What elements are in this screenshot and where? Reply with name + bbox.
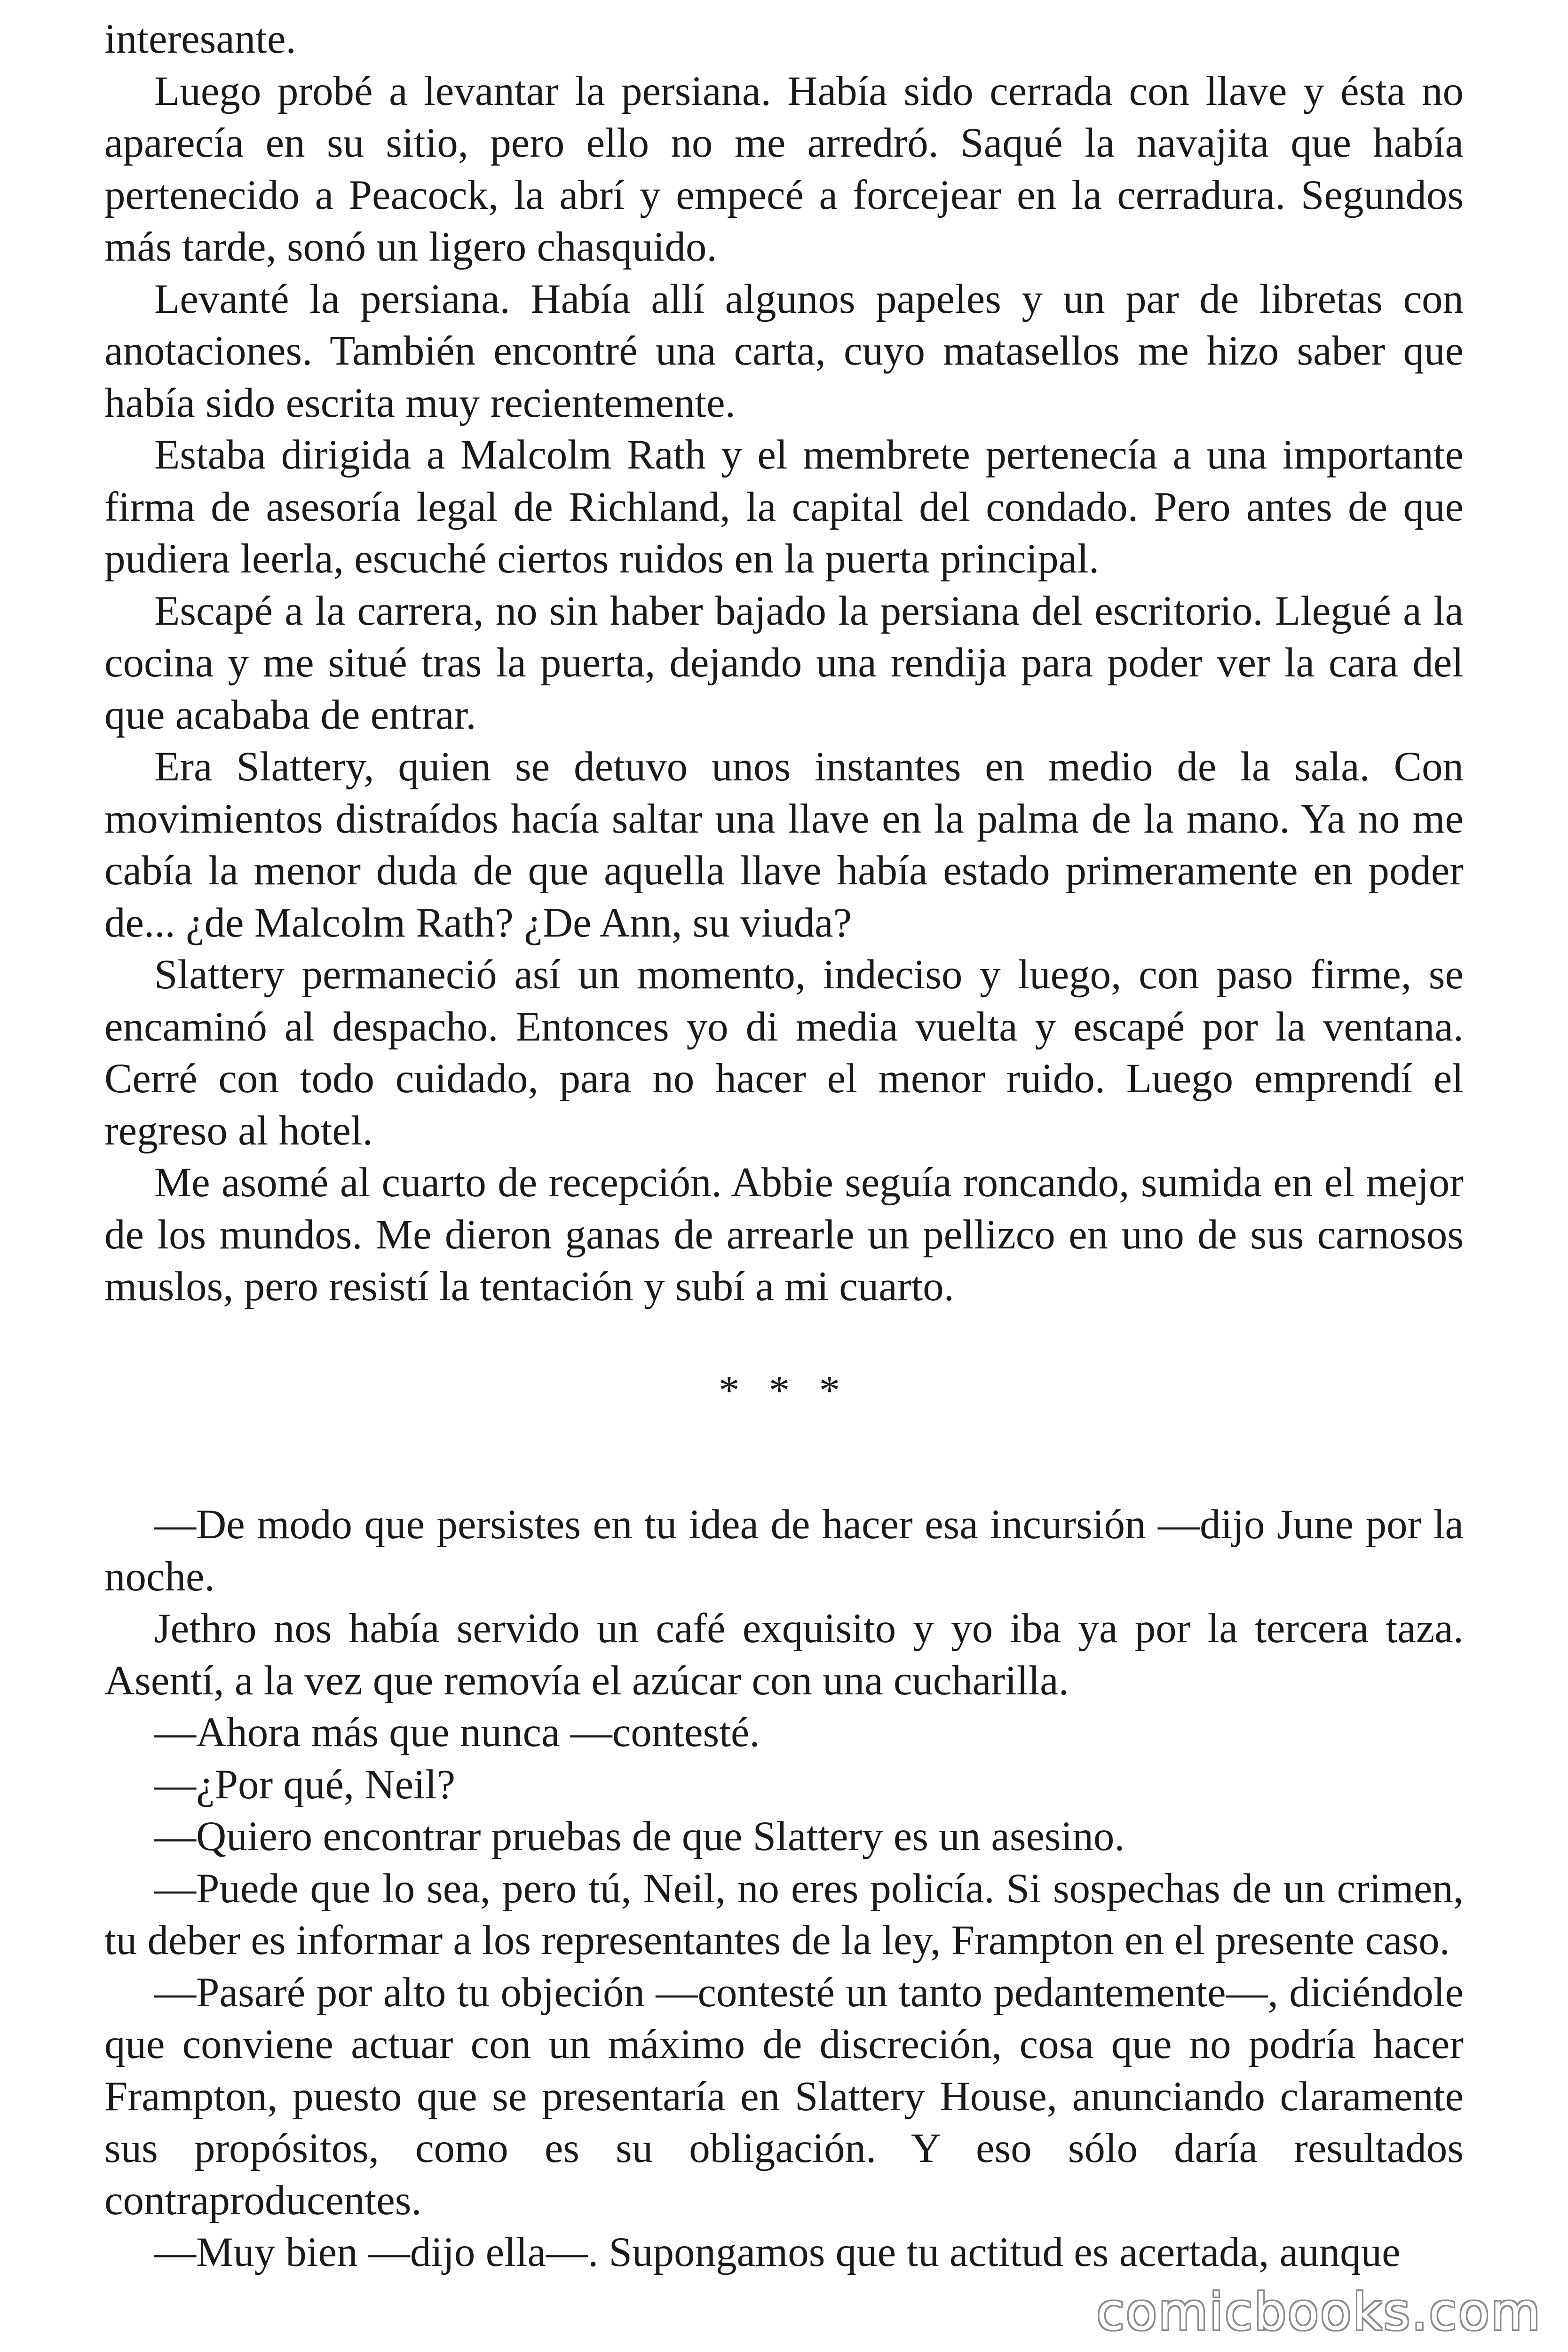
paragraph: Jethro nos había servido un café exquisito y yo iba ya por la tercera taza. Asentí, a la vez que removía el azúcar con una cucharilla. <box>104 1605 1464 1704</box>
paragraph: —Puede que lo sea, pero tú, Neil, no eres policía. Si sospechas de un crimen, tu deber es informar a los representantes de la ley, Frampton en el presente caso. <box>104 1865 1464 1963</box>
paragraph: —¿Por qué, Neil? <box>154 1761 456 1808</box>
paragraph: Escapé a la carrera, no sin haber bajado la persiana del escritorio. Llegué a la cocina y me situé tras la puerta, dejando una rendija para poder ver la cara del que acababa de entrar. <box>104 588 1464 738</box>
watermark-logo: comicbooks.com <box>1096 2283 1542 2342</box>
paragraph: —Ahora más que nunca —contesté. <box>154 1709 760 1756</box>
paragraph: —Pasaré por alto tu objeción —contesté un tanto pedantemente—, diciéndole que conviene actuar con un máximo de discreción, cosa que no podría hacer Frampton, puesto que se presentaría en Slattery House, anunciando claramente sus propósitos, como es su obligación. Y eso sólo daría resultados contraproducentes. <box>104 1969 1464 2224</box>
paragraph: —De modo que persistes en tu idea de hacer esa incursión —dijo June por la noche. <box>104 1502 1464 1600</box>
paragraph: —Quiero encontrar pruebas de que Slattery es un asesino. <box>154 1813 1125 1859</box>
paragraph: Estaba dirigida a Malcolm Rath y el membrete pertenecía a una importante firma de asesoría legal de Richland, la capital del condado. Pero antes de que pudiera leerla, escuché ciertos ruidos en la puerta principal. <box>104 432 1464 582</box>
paragraph: Slattery permaneció así un momento, indeciso y luego, con paso firme, se encaminó al despacho. Entonces yo di media vuelta y escapé por la ventana. Cerré con todo cuidado, para no hacer el menor ruido. Luego emprendí el regreso al hotel. <box>104 952 1464 1154</box>
paragraph: Me asomé al cuarto de recepción. Abbie seguía roncando, sumida en el mejor de los mundos. Me dieron ganas de arrearle un pellizco en uno de sus carnosos muslos, pero resistí la tentación y subí a mi cuarto. <box>104 1160 1464 1310</box>
paragraph: interesante. <box>104 16 296 62</box>
paragraph: Era Slattery, quien se detuvo unos instantes en medio de la sala. Con movimientos distraídos hacía saltar una llave en la palma de la mano. Ya no me cabía la menor duda de que aquella llave había estado primeramente en poder de... ¿de Malcolm Rath? ¿De Ann, su viuda? <box>104 744 1464 946</box>
paragraph: Luego probé a levantar la persiana. Había sido cerrada con llave y ésta no aparecía en su sitio, pero ello no me arredró. Saqué la navajita que había pertenecido a Peacock, la abrí y empecé a forcejear en la cerradura. Segundos más tarde, sonó un ligero chasquido. <box>104 68 1464 270</box>
section-break: * * * <box>719 1367 849 1414</box>
book-page <box>104 13 1464 2279</box>
paragraph: Levanté la persiana. Había allí algunos papeles y un par de libretas con anotaciones. También encontré una carta, cuyo matasellos me hizo saber que había sido escrita muy recientemente. <box>104 276 1464 426</box>
paragraph: —Muy bien —dijo ella—. Supongamos que tu actitud es acertada, aunque <box>154 2229 1401 2275</box>
